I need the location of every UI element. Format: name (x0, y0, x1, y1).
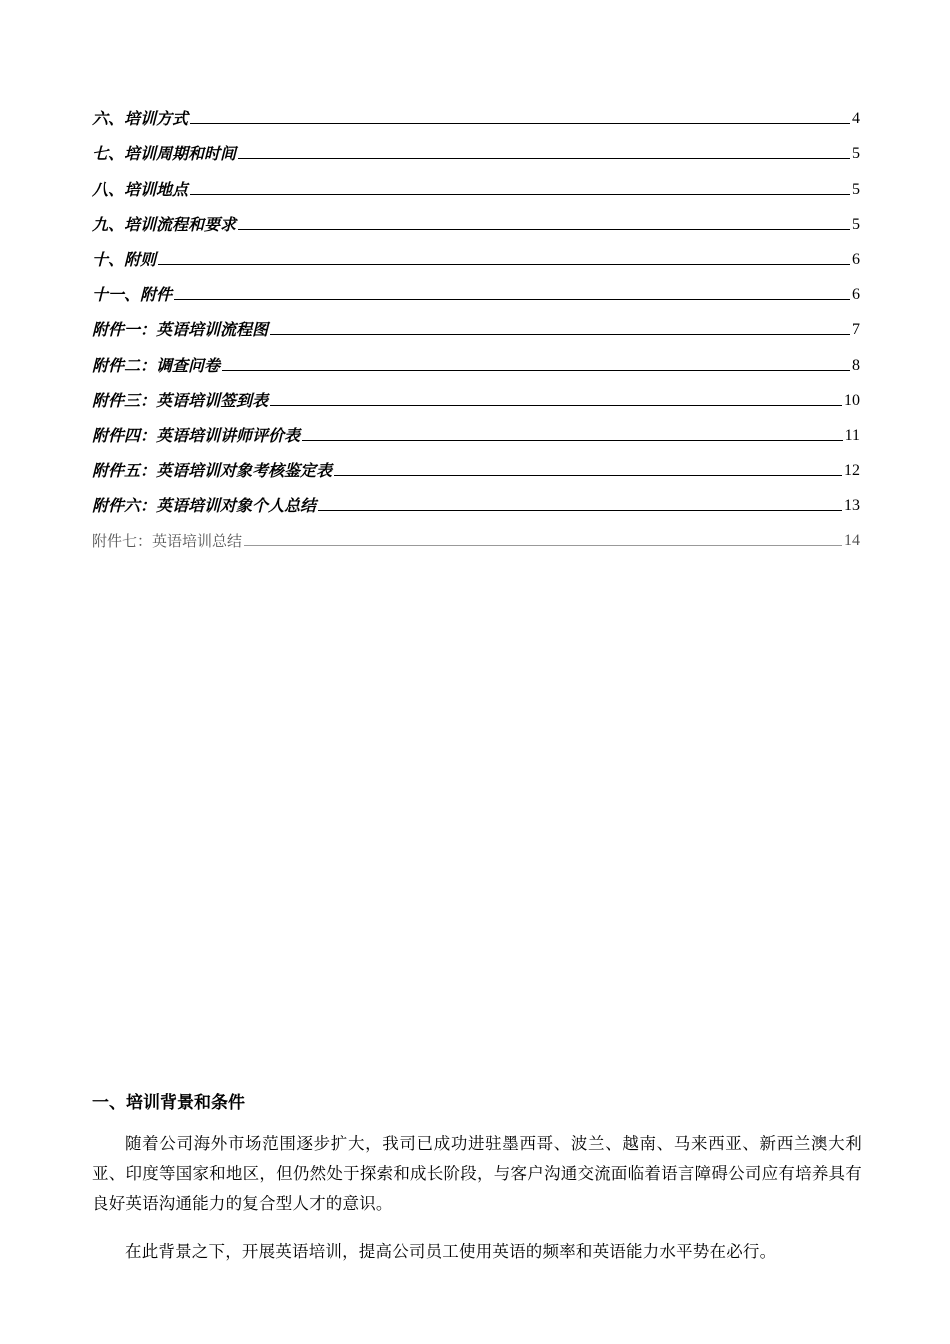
toc-leader-line (174, 299, 850, 300)
toc-entry-label: 十一、附件 (92, 285, 173, 305)
toc-entry[interactable] (92, 446, 860, 481)
toc-entry-page: 12 (844, 462, 860, 480)
toc-entry-label: 附件二：调查问卷 (92, 355, 221, 375)
toc-entry-page: 5 (852, 215, 860, 233)
toc-entry-label: 九、培训流程和要求 (92, 214, 237, 234)
toc-entry-page: 8 (852, 356, 860, 374)
toc-entry[interactable] (92, 481, 860, 516)
section-background (92, 1088, 862, 1267)
toc-leader-line (318, 510, 842, 511)
toc-entry-label: 十、附则 (92, 249, 157, 269)
toc-entry[interactable] (92, 340, 860, 375)
body-paragraph: 在此背景之下，开展英语培训，提高公司员工使用英语的频率和英语能力水平势在必行。 (125, 1242, 777, 1261)
toc-entry-page: 10 (844, 391, 860, 409)
toc-entry-label: 附件五：英语培训对象考核鉴定表 (92, 461, 333, 481)
toc-entry-page: 5 (852, 180, 860, 198)
toc-leader-line (238, 158, 850, 159)
toc-leader-line (190, 194, 850, 195)
toc-entry-page: 13 (844, 497, 860, 515)
toc-entry-label: 附件四：英语培训讲师评价表 (92, 425, 301, 445)
toc-leader-line (222, 370, 850, 371)
toc-entry-page: 5 (852, 145, 860, 163)
toc-entry[interactable] (92, 270, 860, 305)
toc-entry[interactable] (92, 411, 860, 446)
toc-entry-page: 6 (852, 250, 860, 268)
toc-entry-page: 7 (852, 321, 860, 339)
toc-entry-label: 八、培训地点 (92, 179, 189, 199)
toc-entry[interactable] (92, 129, 860, 164)
toc-leader-line (244, 545, 842, 546)
toc-leader-line (238, 229, 850, 230)
toc-entry[interactable] (92, 305, 860, 340)
toc-entry[interactable] (92, 376, 860, 411)
toc-entry-page: 11 (844, 426, 860, 444)
toc-entry-page: 4 (852, 110, 860, 128)
toc-entry[interactable] (92, 164, 860, 199)
toc-entry-label: 附件一：英语培训流程图 (92, 320, 269, 340)
toc-entry-label: 七、培训周期和时间 (92, 144, 237, 164)
toc-entry-page: 14 (844, 532, 860, 550)
toc-leader-line (158, 264, 850, 265)
toc-leader-line (190, 123, 850, 124)
toc-entry-label: 附件三：英语培训签到表 (92, 390, 269, 410)
toc-entry[interactable] (92, 516, 860, 551)
body-paragraph: 随着公司海外市场范围逐步扩大，我司已成功进驻墨西哥、波兰、越南、马来西亚、新西兰澳大利亚、印度等国家和地区，但仍然处于探索和成长阶段，与客户沟通交流面临着语言障碍公司应有培养具有良好英语沟通能力的复合型人才的意识。 (92, 1134, 862, 1213)
toc-leader-line (302, 440, 843, 441)
toc-entry[interactable] (92, 235, 860, 270)
table-of-contents (92, 94, 860, 551)
toc-entry-label: 附件七：英语培训总结 (92, 532, 243, 551)
toc-leader-line (270, 405, 842, 406)
toc-leader-line (334, 475, 842, 476)
toc-leader-line (270, 334, 850, 335)
toc-entry-label: 六、培训方式 (92, 109, 189, 129)
section-heading: 一、培训背景和条件 (92, 1093, 245, 1113)
toc-entry[interactable] (92, 200, 860, 235)
toc-entry-label: 附件六：英语培训对象个人总结 (92, 496, 317, 516)
toc-entry-page: 6 (852, 286, 860, 304)
toc-entry[interactable] (92, 94, 860, 129)
